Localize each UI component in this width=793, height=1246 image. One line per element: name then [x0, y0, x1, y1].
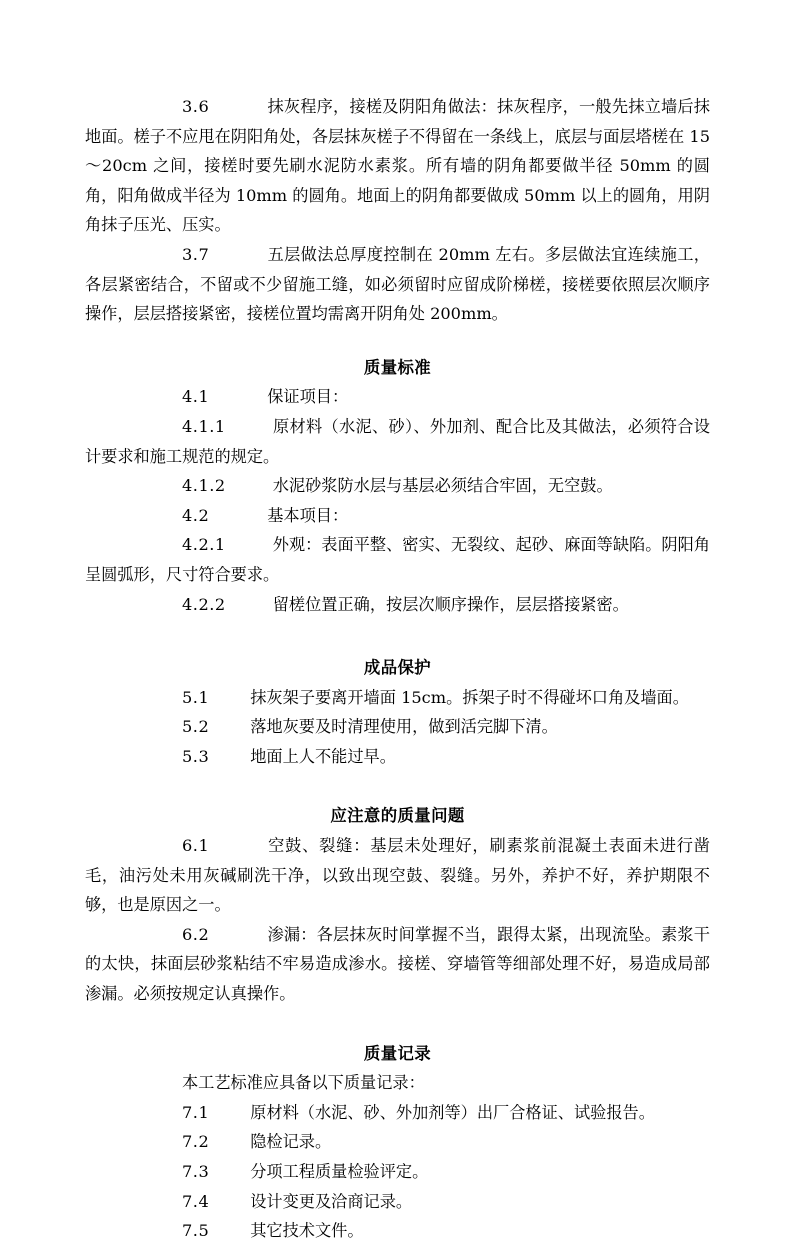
clause-text-7-3: 分项工程质量检验评定。: [250, 1162, 429, 1181]
clause-number-4-2: 4.2: [182, 505, 210, 525]
paragraph-clause-5-2: [85, 712, 710, 742]
clause-number-4-1: 4.1: [182, 387, 210, 407]
clause-text-4-1-2: 水泥砂浆防水层与基层必须结合牢固，无空鼓。: [272, 476, 613, 496]
clause-text-3-7: 五层做法总厚度控制在 20mm 左右。多层做法宜连续施工，各层紧密结合，不留或不少留施工缝，如必须留时应留成阶梯槎，接槎要依照层次顺序操作，层层搭接紧密，接槎位置均需离开阴角处 200mm。: [85, 244, 710, 324]
paragraph-clause-3-7: [85, 240, 710, 329]
clause-number-7-1: 7.1: [182, 1102, 210, 1122]
paragraph-clause-4-2-1: [85, 530, 710, 589]
clause-number-5-2: 5.2: [182, 717, 210, 737]
clause-text-4-1: 保证项目：: [267, 387, 349, 407]
clause-text-5-3: 地面上人不能过早。: [250, 746, 396, 766]
clause-number-3-7: 3.7: [182, 244, 210, 264]
paragraph-clause-4-1: [85, 382, 710, 412]
clause-text-4-2: 基本项目：: [267, 505, 349, 525]
paragraph-clause-4-1-2: [85, 471, 710, 501]
clause-number-7-2: 7.2: [182, 1132, 210, 1152]
clause-number-4-2-1: 4.2.1: [182, 535, 226, 555]
clause-text-4-2-2: 留槎位置正确，按层次顺序操作，层层搭接紧密。: [272, 594, 629, 614]
paragraph-clause-7-2: [85, 1127, 710, 1157]
clause-number-4-1-1: 4.1.1: [182, 416, 226, 436]
paragraph-clause-7-5: [85, 1216, 710, 1246]
document-body: [85, 92, 710, 1246]
spacer: [85, 771, 710, 801]
quality-records-intro-text: 本工艺标准应具备以下质量记录：: [182, 1073, 425, 1093]
clause-number-7-5: 7.5: [182, 1221, 210, 1241]
clause-text-6-1: 空鼓、裂缝：基层未处理好，刷素浆前混凝土表面未进行凿毛，油污处未用灰碱刷洗干净，以致出现空鼓、裂缝。另外，养护不好，养护期限不够，也是原因之一。: [85, 836, 710, 915]
paragraph-quality-records-intro: [85, 1068, 710, 1098]
clause-number-4-1-2: 4.1.2: [182, 476, 226, 496]
spacer: [85, 1009, 710, 1039]
clause-text-5-2: 落地灰要及时清理使用，做到活完脚下清。: [250, 717, 558, 737]
section-heading-quality-issues: 应注意的质量问题: [330, 806, 465, 826]
paragraph-clause-4-2-2: [85, 590, 710, 620]
clause-number-3-6: 3.6: [182, 97, 210, 116]
clause-text-7-1: 原材料（水泥、砂、外加剂等）出厂合格证、试验报告。: [250, 1102, 655, 1122]
section-heading-quality-standard: 质量标准: [363, 357, 432, 377]
clause-text-7-2: 隐检记录。: [250, 1132, 332, 1152]
clause-number-4-2-2: 4.2.2: [182, 594, 226, 614]
paragraph-clause-7-4: [85, 1187, 710, 1217]
clause-number-7-4: 7.4: [182, 1191, 210, 1211]
clause-number-6-1: 6.1: [182, 836, 210, 856]
clause-text-4-2-1: 外观：表面平整、密实、无裂纹、起砂、麻面等缺陷。阴阳角呈圆弧形，尺寸符合要求。: [85, 535, 710, 584]
paragraph-clause-6-2: [85, 920, 710, 1009]
clause-text-7-4: 设计变更及洽商记录。: [250, 1191, 413, 1211]
clause-text-7-5: 其它技术文件。: [250, 1221, 364, 1241]
clause-text-5-1: 抹灰架子要离开墙面 15cm。拆架子时不得碰坏口角及墙面。: [250, 687, 689, 707]
paragraph-clause-3-6: [85, 92, 710, 240]
clause-text-6-2: 渗漏：各层抹灰时间掌握不当，跟得太紧，出现流坠。素浆干的太快，抹面层砂浆粘结不牢易造成渗水。接槎、穿墙管等细部处理不好，易造成局部渗漏。必须按规定认真操作。: [85, 924, 710, 1004]
paragraph-clause-7-1: [85, 1098, 710, 1128]
clause-number-5-3: 5.3: [182, 746, 210, 766]
spacer: [85, 329, 710, 353]
clause-number-7-3: 7.3: [182, 1162, 210, 1181]
spacer: [85, 619, 710, 653]
paragraph-clause-4-1-1: [85, 412, 710, 471]
section-heading-product-protection: 成品保护: [363, 658, 432, 678]
section-heading-quality-records: 质量记录: [363, 1043, 432, 1063]
paragraph-clause-7-3: [85, 1157, 710, 1187]
clause-number-6-2: 6.2: [182, 924, 210, 944]
paragraph-clause-6-1: [85, 831, 710, 920]
clause-text-4-1-1: 原材料（水泥、砂）、外加剂、配合比及其做法，必须符合设计要求和施工规范的规定。: [85, 416, 710, 466]
clause-number-5-1: 5.1: [182, 687, 210, 707]
clause-text-3-6: 抹灰程序，接槎及阴阳角做法：抹灰程序，一般先抹立墙后抹地面。槎子不应甩在阴阳角处，各层抹灰槎子不得留在一条线上，底层与面层塔槎在 15～20cm 之间，接槎时要先刷水泥防水素浆。所有墙的阴角都要做半径 50mm 的圆角，阳角做成半径为 10mm 的圆角。地面上的阴角都要做成 50mm 以上的圆角，用阴角抹子压光、压实。: [85, 97, 710, 235]
paragraph-clause-4-2: [85, 501, 710, 531]
paragraph-clause-5-1: [85, 683, 710, 713]
paragraph-clause-5-3: [85, 742, 710, 772]
